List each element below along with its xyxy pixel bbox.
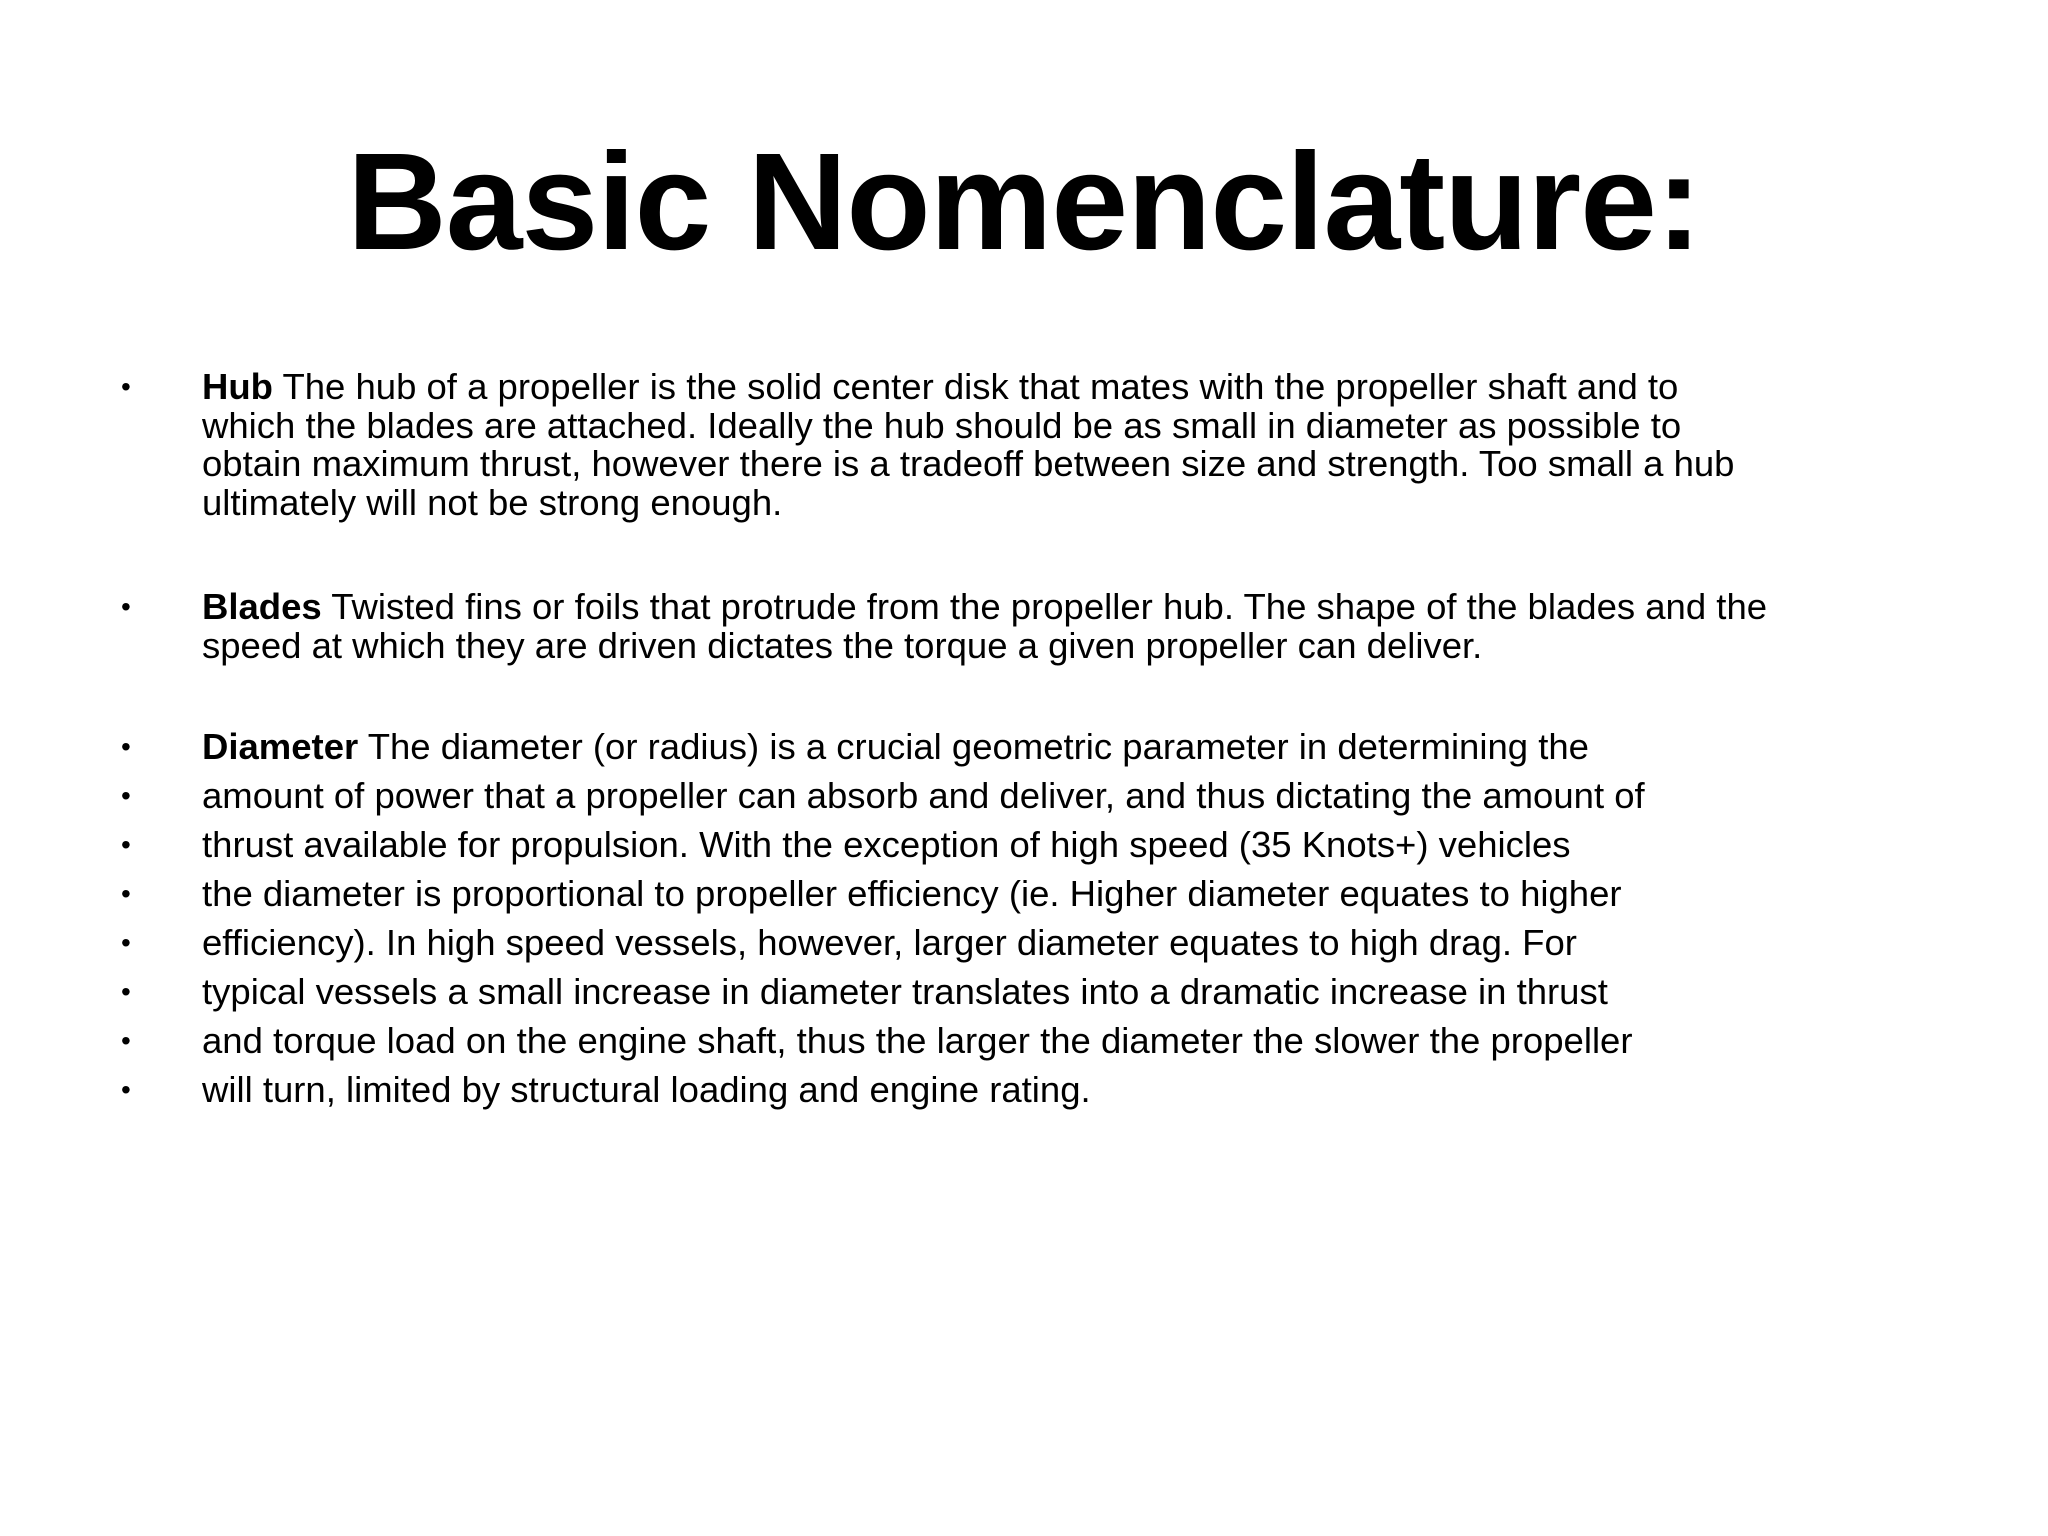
diameter-line-7: and torque load on the engine shaft, thus the larger the diameter the slower the propeller: [202, 1020, 1633, 1061]
diameter-line-8: will turn, limited by structural loading and engine rating.: [202, 1069, 1091, 1110]
bullet-text: [202, 723, 1962, 771]
bullet-marker: •: [121, 731, 131, 762]
bullet-marker: •: [121, 1025, 131, 1056]
hub-line-4: ultimately will not be strong enough.: [202, 481, 783, 523]
hub-line-3: obtain maximum thrust, however there is a tradeoff between size and strength. Too small a hub: [202, 443, 1735, 484]
diameter-line-5: efficiency). In high speed vessels, however, larger diameter equates to high drag. For: [202, 922, 1577, 963]
bullet-marker: •: [121, 780, 131, 811]
term-hub: Hub: [202, 366, 273, 407]
blades-line-1: Twisted fins or foils that protrude from the propeller hub. The shape of the blades and the: [331, 586, 1768, 627]
bullet-marker: •: [121, 976, 131, 1007]
hub-line-2: which the blades are attached. Ideally the hub should be as small in diameter as possible to: [202, 404, 1682, 446]
hub-line-1: The hub of a propeller is the solid center disk that mates with the propeller shaft and to: [282, 366, 1679, 407]
bullet-marker: •: [121, 927, 131, 958]
term-blades: Blades: [202, 586, 322, 627]
bullet-marker: •: [121, 371, 131, 402]
bullet-marker: •: [121, 591, 131, 622]
slide-title: Basic Nomenclature:: [347, 125, 1701, 279]
bullet-text: [202, 368, 1962, 522]
diameter-line-3: thrust available for propulsion. With the exception of high speed (35 Knots+) vehicles: [202, 824, 1571, 865]
text-line: [202, 368, 1962, 407]
bullet-marker: •: [121, 878, 131, 909]
diameter-line-1: The diameter (or radius) is a crucial geometric parameter in determining the: [367, 726, 1589, 767]
bullet-marker: •: [121, 1074, 131, 1105]
bullet-text: [202, 588, 1962, 665]
term-diameter: Diameter: [202, 726, 359, 767]
blades-line-2: speed at which they are driven dictates the torque a given propeller can deliver.: [202, 624, 1483, 666]
bullet-marker: •: [121, 829, 131, 860]
diameter-line-6: typical vessels a small increase in diameter translates into a dramatic increase in thrust: [202, 971, 1608, 1012]
diameter-line-2: amount of power that a propeller can absorb and deliver, and thus dictating the amount of: [202, 775, 1645, 816]
diameter-line-4: the diameter is proportional to propeller efficiency (ie. Higher diameter equates to higher: [202, 873, 1622, 914]
text-line: [202, 588, 1962, 627]
